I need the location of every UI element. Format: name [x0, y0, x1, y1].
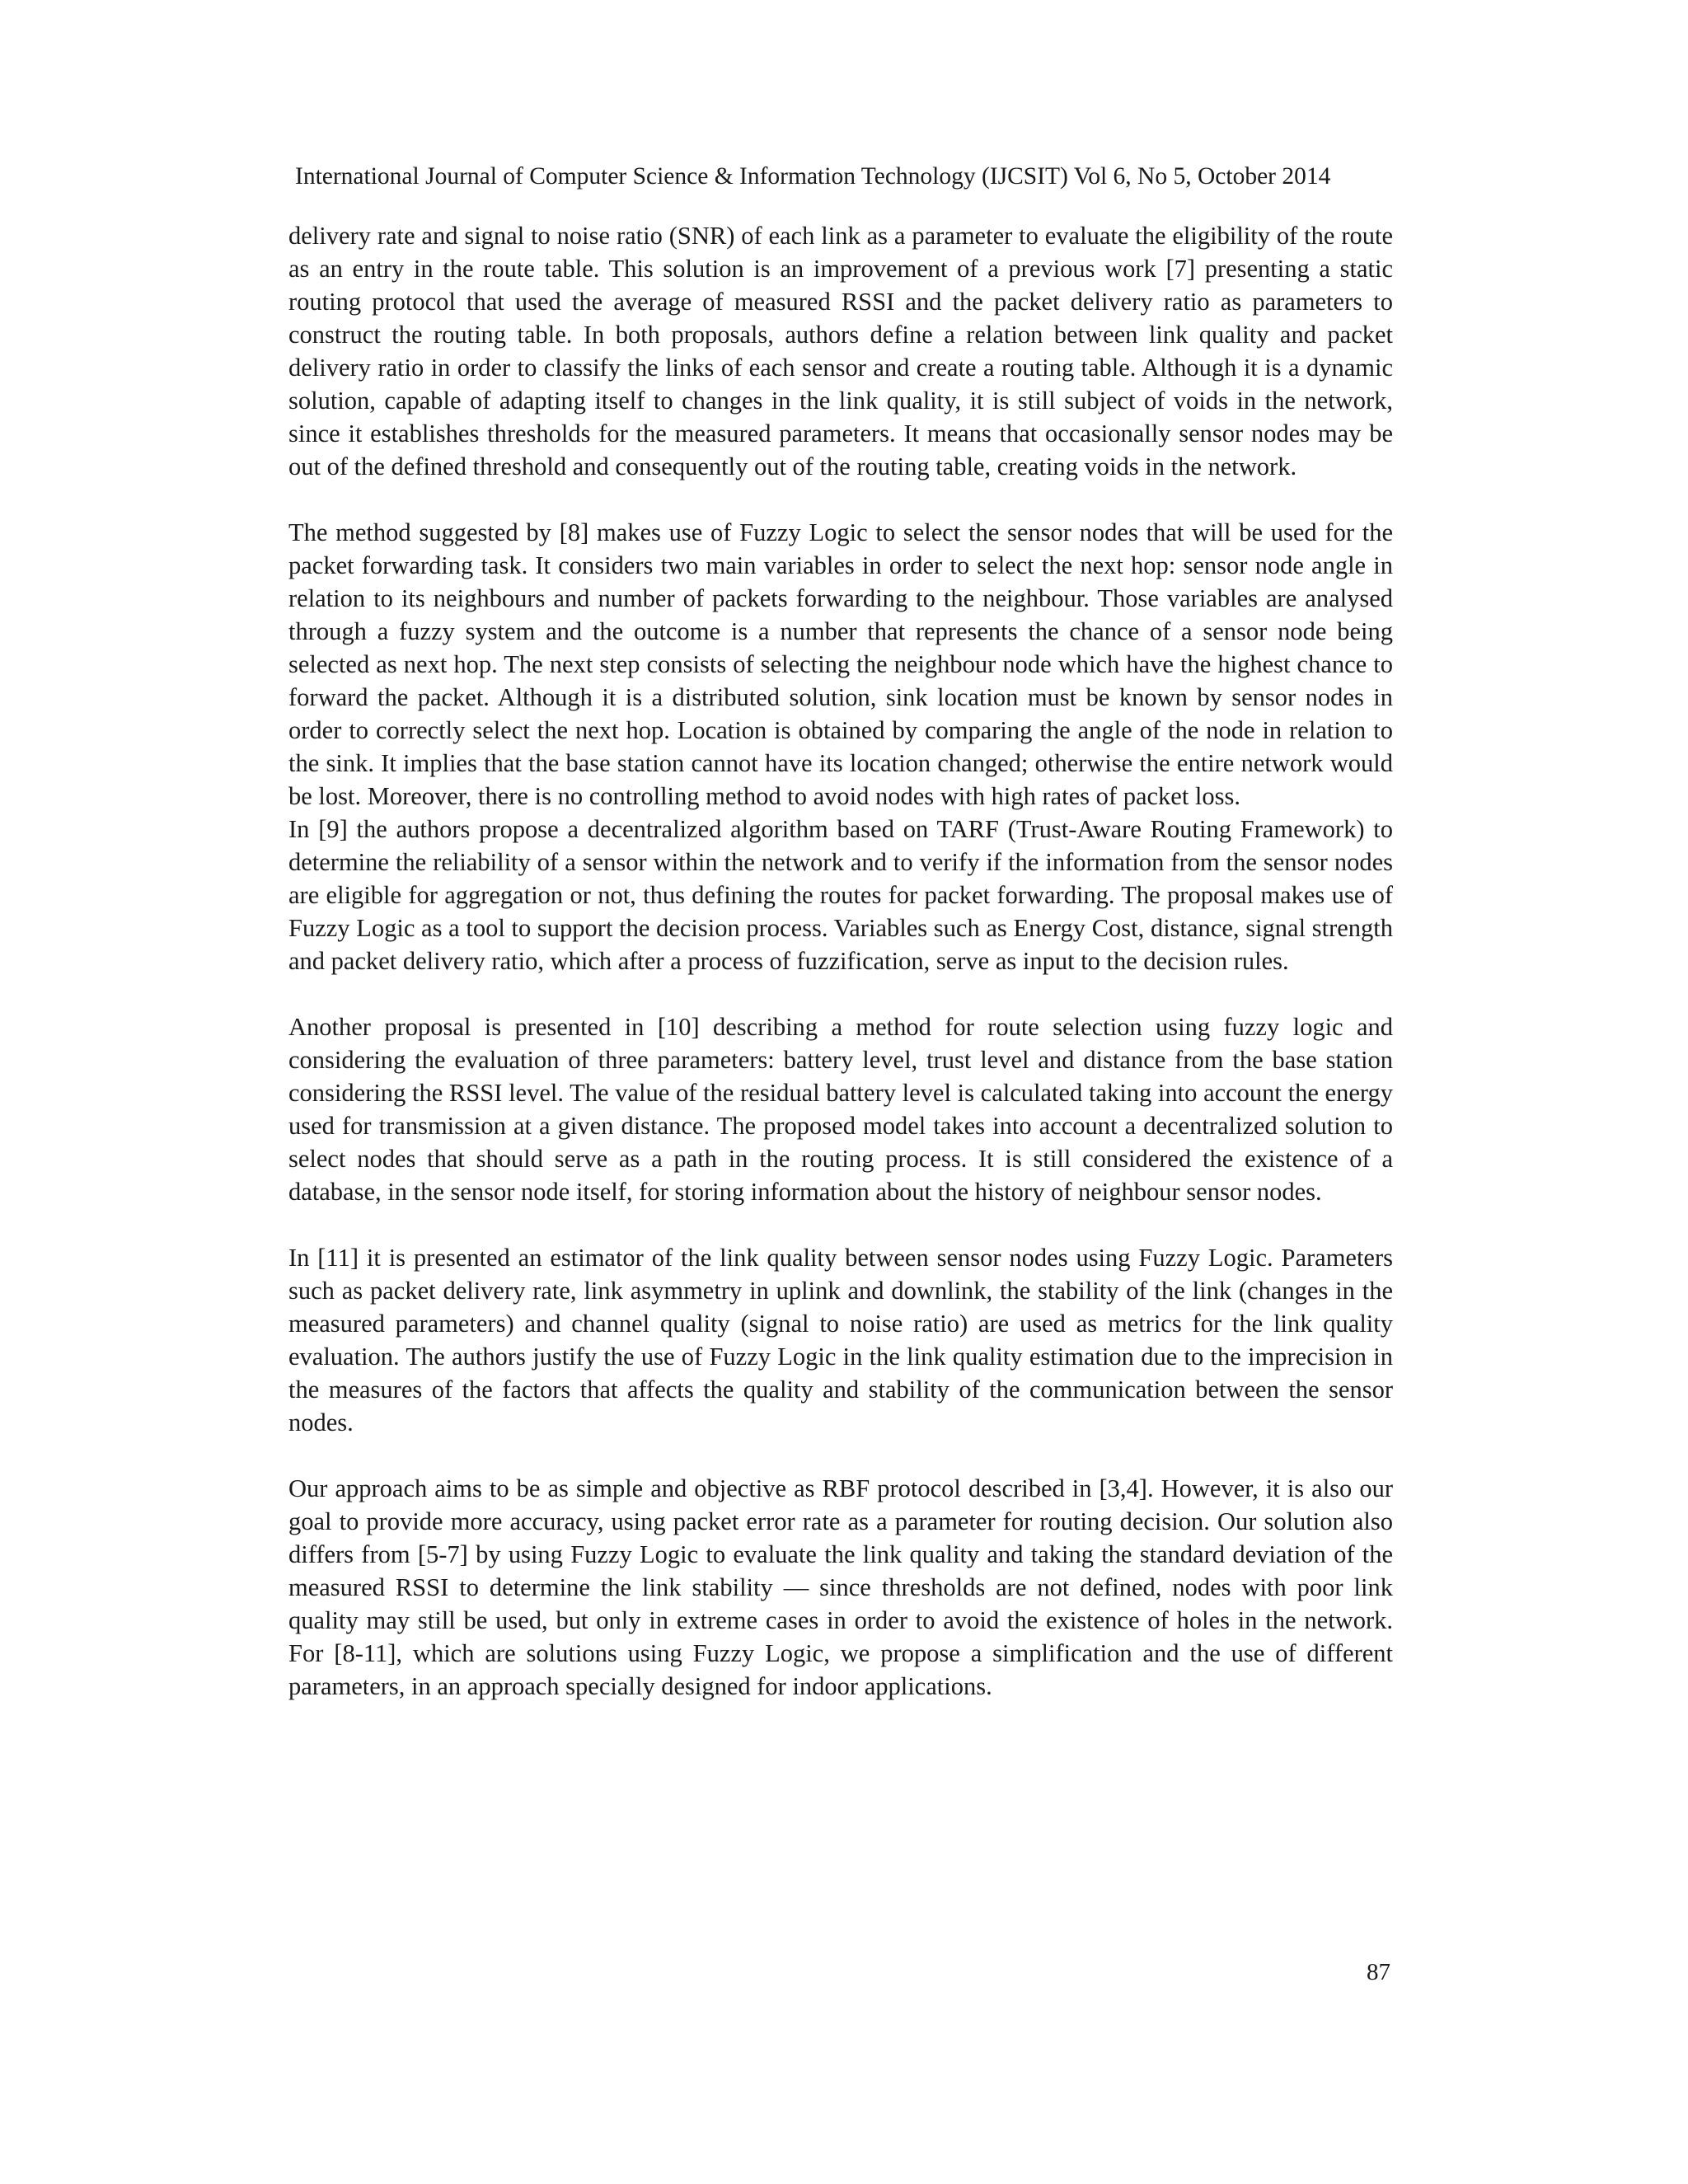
body-text [288, 219, 1393, 1703]
paragraph-link-estimator-11: In [11] it is presented an estimator of the link quality between sensor nodes using Fuzzy Logic. Parameters such as packet delivery rate, link asymmetry in uplink and downlink, the stability of the link (changes in the measured parameters) and channel quality (signal to noise ratio) are used as metrics for the link quality evaluation. The authors justify the use of Fuzzy Logic in the link quality estimation due to the imprecision in the measures of the factors that affects the quality and stability of the communication between the sensor nodes. [288, 1244, 1393, 1436]
running-header: International Journal of Computer Science & Information Technology (IJCSIT) Vol 6, No 5, October 2014 [295, 163, 1331, 190]
paragraph-our-approach: Our approach aims to be as simple and objective as RBF protocol described in [3,4]. However, it is also our goal to provide more accuracy, using packet error rate as a parameter for routing decision. Our solution also differs from [5-7] by using Fuzzy Logic to evaluate the link quality and taking the standard deviation of the measured RSSI to determine the link stability — since thresholds are not defined, nodes with poor link quality may still be used, but only in extreme cases in order to avoid the existence of holes in the network. For [8-11], which are solutions using Fuzzy Logic, we propose a simplification and the use of different parameters, in an approach specially designed for indoor applications. [288, 1474, 1393, 1700]
page-number: 87 [1367, 1959, 1390, 1985]
paragraph-fuzzy-method-8: The method suggested by [8] makes use of Fuzzy Logic to select the sensor nodes that will be used for the packet forwarding task. It considers two main variables in order to select the next hop: sensor node angle in relation to its neighbours and number of packets forwarding to the neighbour. Those variables are analysed through a fuzzy system and the outcome is a number that represents the chance of a sensor node being selected as next hop. The next step consists of selecting the neighbour node which have the highest chance to forward the packet. Although it is a distributed solution, sink location must be known by sensor nodes in order to correctly select the next hop. Location is obtained by comparing the angle of the node in relation to the sink. It implies that the base station cannot have its location changed; otherwise the entire network would be lost. Moreover, there is no controlling method to avoid nodes with high rates of packet loss. [288, 518, 1393, 810]
paragraph-related-work-continued: delivery rate and signal to noise ratio (SNR) of each link as a parameter to evaluate the eligibility of the route as an entry in the route table. This solution is an improvement of a previous work [7] presenting a static routing protocol that used the average of measured RSSI and the packet delivery ratio as parameters to construct the routing table. In both proposals, authors define a relation between link quality and packet delivery ratio in order to classify the links of each sensor and create a routing table. Although it is a dynamic solution, capable of adapting itself to changes in the link quality, it is still subject of voids in the network, since it establishes thresholds for the measured parameters. It means that occasionally sensor nodes may be out of the defined threshold and consequently out of the routing table, creating voids in the network. [288, 222, 1393, 480]
paragraph-route-selection-10: Another proposal is presented in [10] describing a method for route selection using fuzzy logic and considering the evaluation of three parameters: battery level, trust level and distance from the base station considering the RSSI level. The value of the residual battery level is calculated taking into account the energy used for transmission at a given distance. The proposed model takes into account a decentralized solution to select nodes that should serve as a path in the routing process. It is still considered the existence of a database, in the sensor node itself, for storing information about the history of neighbour sensor nodes. [288, 1013, 1393, 1206]
paragraph-tarf-9: In [9] the authors propose a decentralized algorithm based on TARF (Trust-Aware Routing Framework) to determine the reliability of a sensor within the network and to verify if the information from the sensor nodes are eligible for aggregation or not, thus defining the routes for packet forwarding. The proposal makes use of Fuzzy Logic as a tool to support the decision process. Variables such as Energy Cost, distance, signal strength and packet delivery ratio, which after a process of fuzzification, serve as input to the decision rules. [288, 815, 1393, 975]
